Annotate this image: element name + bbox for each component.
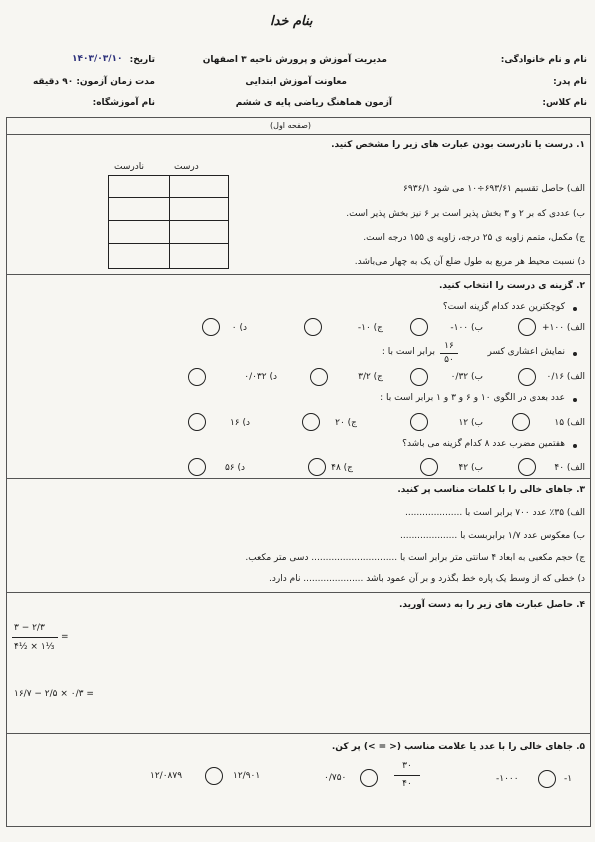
answer-circle[interactable]: [410, 413, 428, 431]
q2-2-option-d: د) ۰/۰۳۲: [244, 372, 277, 382]
answer-circle[interactable]: [518, 368, 536, 386]
answer-circle[interactable]: [202, 318, 220, 336]
q2-1-option-d: د) ۰: [231, 323, 247, 333]
q2-question-2-suffix: برابر است با :: [381, 347, 435, 357]
q5-item3-right: ۱۲/۰۸۷۹: [150, 771, 183, 781]
divider: [6, 117, 590, 118]
father-label: نام پدر:: [553, 77, 587, 87]
q2-question-4: هفتمین مضرب عدد ۸ کدام گزینه می باشد؟: [402, 439, 565, 449]
expr1-numerator: ۳ − ۲/۳: [14, 623, 45, 633]
q5-fraction-numerator: ۳۰: [402, 761, 412, 771]
q1-item-d: د) نسبت محیط هر مربع به طول ضلع آن یک به چهار می‌باشد.: [354, 257, 585, 267]
expr1-denominator: ۴½ × ۱⅓: [14, 642, 55, 652]
q2-2-option-b: ب) ۰/۳۲: [450, 372, 483, 382]
page-border-bottom: [6, 826, 590, 827]
q2-3-option-b: ب) ۱۲: [458, 418, 483, 428]
date-label: تاریخ:: [129, 55, 155, 65]
class-label: نام کلاس:: [542, 98, 587, 108]
answer-circle[interactable]: [410, 318, 428, 336]
answer-circle[interactable]: [308, 458, 326, 476]
header-logo: بنام خدا: [270, 14, 313, 29]
header-line1: مدیریت آموزش و پرورش ناحیه ۳ اصفهان: [202, 55, 387, 65]
answer-circle[interactable]: [310, 368, 328, 386]
divider: [6, 733, 590, 734]
page-label: (صفحه اول): [270, 121, 311, 130]
q5-item2-right: ۰/۷۵۰: [324, 773, 347, 783]
q2-4-option-c: ج) ۴۸: [331, 463, 353, 473]
q5-item3-left: ۱۲/۹۰۱: [233, 771, 261, 781]
divider: [6, 592, 590, 593]
q5-item1-right: -۱۰۰۰: [496, 774, 519, 784]
q2-3-option-a: الف) ۱۵: [554, 418, 585, 428]
answer-circle[interactable]: [304, 318, 322, 336]
q4-title: ۴. حاصل عبارت های زیر را به دست آورید.: [399, 600, 585, 610]
q2-4-option-b: ب) ۴۲: [458, 463, 483, 473]
fraction-numerator: ۱۶: [444, 341, 454, 351]
q5-item1-left: -۱: [564, 774, 573, 784]
q1-item-b: ب) عددی که بر ۲ و ۳ بخش پذیر است بر ۶ نیز بخش پذیر است.: [346, 209, 585, 219]
answer-circle[interactable]: [188, 413, 206, 431]
q2-question-2: نمایش اعشاری کسر: [487, 347, 565, 357]
q2-title: ۲. گزینه ی درست را انتخاب کنید.: [438, 281, 585, 291]
q2-question-3: عدد بعدی در الگوی ۱۰ و ۶ و ۳ و ۱ برابر است با :: [380, 393, 565, 403]
divider: [6, 274, 590, 275]
q1-title: ۱. درست یا نادرست بودن عبارت های زیر را مشخص کنید.: [331, 140, 585, 150]
answer-circle[interactable]: [518, 458, 536, 476]
school-label: نام آموزشگاه:: [92, 98, 155, 108]
answer-circle[interactable]: [420, 458, 438, 476]
q5-title: ۵. جاهای خالی را با عدد یا علامت مناسب (< = >) پر کن.: [331, 742, 585, 752]
q3-item-b: ب) معکوس عدد ۱/۷ برابربست با ....................: [400, 531, 585, 541]
expr1-equals: =: [61, 632, 69, 642]
col-true-label: درست: [174, 162, 199, 172]
answer-circle[interactable]: [518, 318, 536, 336]
divider: [6, 478, 590, 479]
divider: [6, 134, 590, 135]
fraction-denominator: ۵۰: [444, 355, 454, 365]
answer-circle[interactable]: [360, 769, 378, 787]
q3-item-c: ج) حجم مکعبی به ابعاد ۴ سانتی متر برابر است با .............................. دسی متر مکعب.: [245, 553, 585, 563]
date-value: ۱۴۰۳/۰۳/۱۰: [72, 54, 123, 64]
q5-fraction-denominator: ۴۰: [402, 779, 412, 789]
answer-table: [108, 175, 229, 269]
q3-title: ۳. جاهای خالی را با کلمات مناسب پر کنید.: [397, 485, 585, 495]
header-line2: معاونت آموزش ابتدایی: [245, 77, 347, 87]
exam-duration: مدت زمان آزمون: ۹۰ دقیقه: [32, 77, 155, 87]
col-false-label: نادرست: [114, 162, 144, 172]
q2-1-option-b: ب) ۱۰۰-: [450, 323, 483, 333]
answer-circle[interactable]: [188, 458, 206, 476]
q2-3-option-c: ج) ۲۰: [335, 418, 357, 428]
answer-circle[interactable]: [512, 413, 530, 431]
page-border-right: [590, 117, 591, 827]
q3-item-d: د) خطی که از وسط یک پاره خط بگذرد و بر آن عمود باشد ..................... نام دارد.: [269, 574, 585, 584]
q2-3-option-d: د) ۱۶: [229, 418, 250, 428]
answer-circle[interactable]: [205, 767, 223, 785]
answer-circle[interactable]: [538, 770, 556, 788]
q2-1-option-a: الف) ۱۰۰+: [542, 323, 585, 333]
q3-item-a: الف) ۳۵٪ عدد ۷۰۰ برابر است با ....................: [404, 508, 585, 518]
q2-2-option-c: ج) ۳/۲: [358, 372, 383, 382]
q2-4-option-d: د) ۵۶: [224, 463, 245, 473]
answer-circle[interactable]: [188, 368, 206, 386]
q1-item-a: الف) حاصل تقسیم ۶۹۳/۶۱÷۱۰ می شود ۶۹۳۶/۱: [403, 184, 585, 194]
expr2: ۱۶/۷ − ۲/۵ × ۰/۳ =: [14, 689, 94, 699]
q2-question-1: کوچکترین عدد کدام گزینه است؟: [442, 302, 565, 312]
name-label: نام و نام خانوادگی:: [500, 55, 587, 65]
header-line3: آزمون هماهنگ ریاضی پایه ی ششم: [235, 98, 392, 108]
q2-1-option-c: ج) ۱۰-: [357, 323, 383, 333]
answer-circle[interactable]: [410, 368, 428, 386]
q1-item-c: ج) مکمل، متمم زاویه ی ۲۵ درجه، زاویه ی ۱۵۵ درجه است.: [363, 233, 585, 243]
q2-2-option-a: الف) ۰/۱۶: [546, 372, 585, 382]
answer-circle[interactable]: [302, 413, 320, 431]
page-border-left: [6, 117, 7, 827]
q2-4-option-a: الف) ۴۰: [554, 463, 585, 473]
